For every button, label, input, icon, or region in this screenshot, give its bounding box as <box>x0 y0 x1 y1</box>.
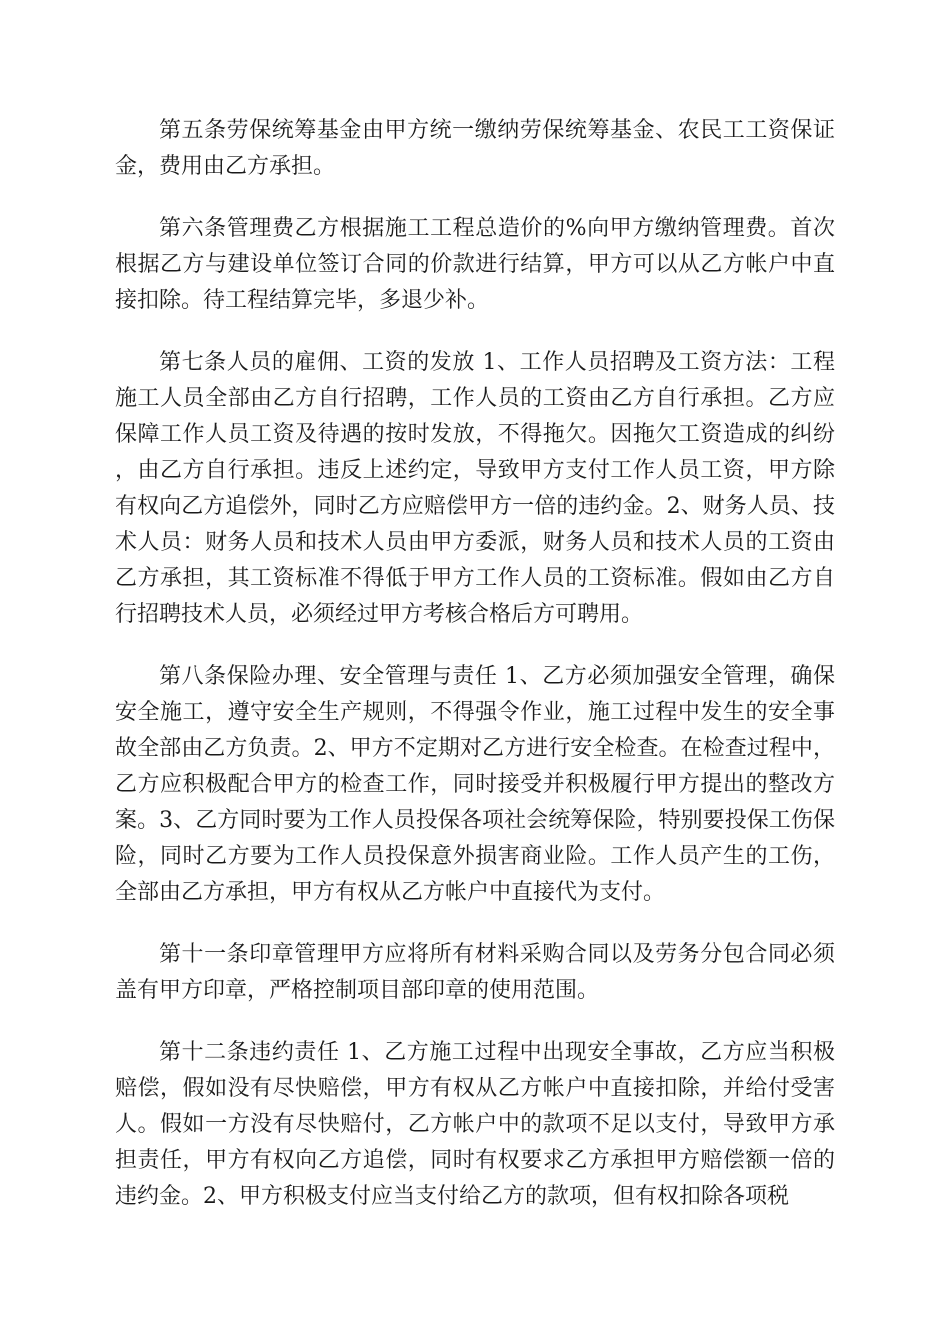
article-6-paragraph: 第六条管理费乙方根据施工工程总造价的%向甲方缴纳管理费。首次根据乙方与建设单位签订合同的价款进行结算，甲方可以从乙方帐户中直接扣除。待工程结算完毕，多退少补。 <box>115 216 835 313</box>
article-5-paragraph: 第五条劳保统筹基金由甲方统一缴纳劳保统筹基金、农民工工资保证金，费用由乙方承担。 <box>115 118 835 179</box>
article-12-paragraph: 第十二条违约责任 1、乙方施工过程中出现安全事故，乙方应当积极赔偿，假如没有尽快赔偿，甲方有权从乙方帐户中直接扣除，并给付受害人。假如一方没有尽快赔付，乙方帐户中的款项不足以支付，导致甲方承担责任，甲方有权向乙方追偿，同时有权要求乙方承担甲方赔偿额一倍的违约金。2、甲方积极支付应当支付给乙方的款项，但有权扣除各项税 <box>115 1040 835 1209</box>
article-11-paragraph: 第十一条印章管理甲方应将所有材料采购合同以及劳务分包合同必须盖有甲方印章，严格控制项目部印章的使用范围。 <box>115 942 835 1003</box>
article-7-paragraph: 第七条人员的雇佣、工资的发放 1、工作人员招聘及工资方法：工程施工人员全部由乙方自行招聘，工作人员的工资由乙方自行承担。乙方应保障工作人员工资及待遇的按时发放，不得拖欠。因拖欠工资造成的纠纷，由乙方自行承担。违反上述约定，导致甲方支付工作人员工资，甲方除有权向乙方追偿外，同时乙方应赔偿甲方一倍的违约金。2、财务人员、技术人员：财务人员和技术人员由甲方委派，财务人员和技术人员的工资由乙方承担，其工资标准不得低于甲方工作人员的工资标准。假如由乙方自行招聘技术人员，必须经过甲方考核合格后方可聘用。 <box>115 350 835 627</box>
document-body <box>115 113 835 1241</box>
article-8-paragraph: 第八条保险办理、安全管理与责任 1、乙方必须加强安全管理，确保安全施工，遵守安全生产规则，不得强令作业，施工过程中发生的安全事故全部由乙方负责。2、甲方不定期对乙方进行安全检查。在检查过程中，乙方应积极配合甲方的检查工作，同时接受并积极履行甲方提出的整改方案。3、乙方同时要为工作人员投保各项社会统筹保险，特别要投保工伤保险，同时乙方要为工作人员投保意外损害商业险。工作人员产生的工伤，全部由乙方承担，甲方有权从乙方帐户中直接代为支付。 <box>115 664 835 905</box>
